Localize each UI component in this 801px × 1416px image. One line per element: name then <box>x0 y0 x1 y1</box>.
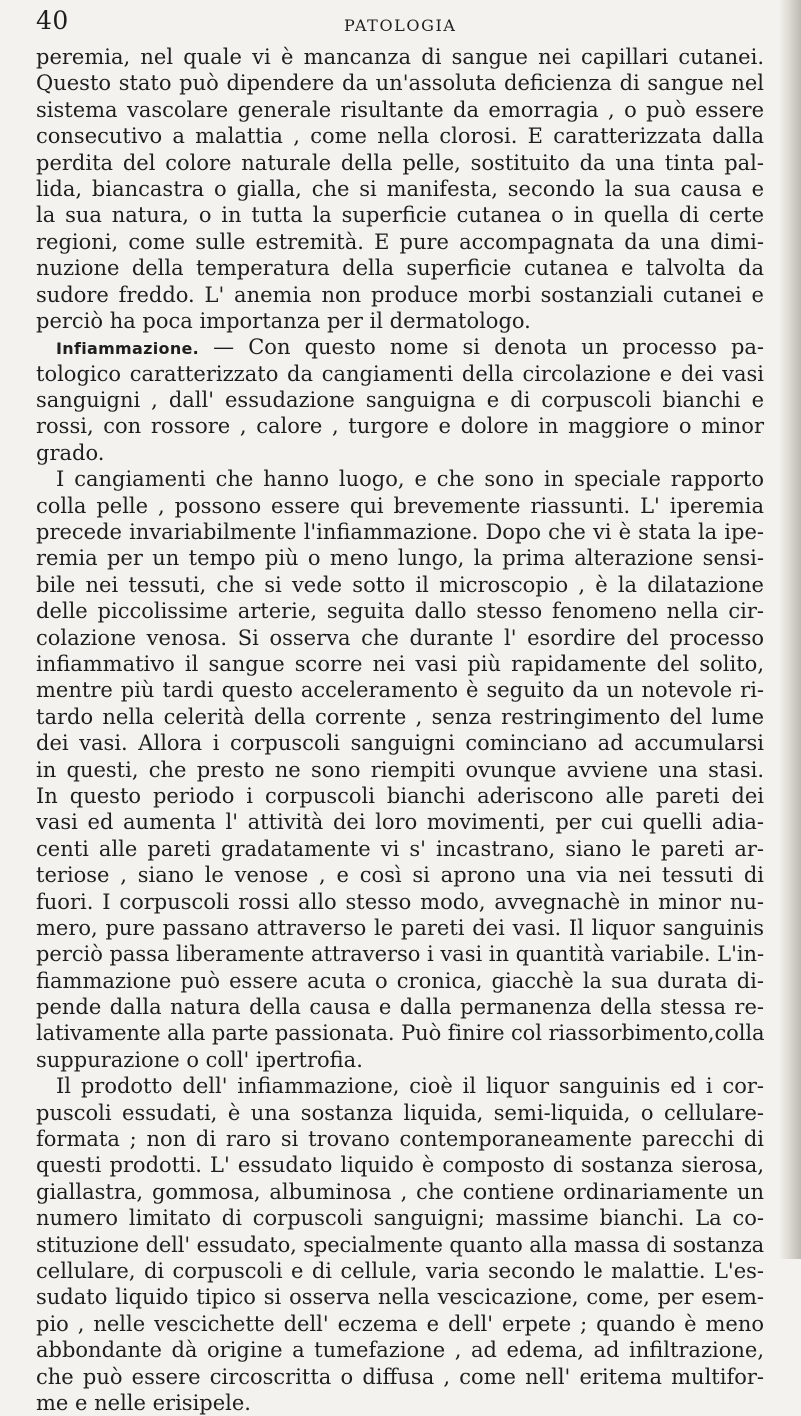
text-line: in questi, che presto ne sono riempiti ovunque avviene una stasi. <box>36 757 764 782</box>
text-line: fuori. I corpuscoli rossi allo stesso modo, avvegnachè in minor nu- <box>36 889 764 914</box>
heading-line-text: — Con questo nome si denota un processo pa- <box>199 335 764 360</box>
text-line: remia per un tempo più o meno lungo, la prima alterazione sensi- <box>36 546 764 571</box>
text-line: bile nei tessuti, che si vede sotto il microscopio , è la dilatazione <box>36 572 764 597</box>
text-line: delle piccolissime arterie, seguita dallo stesso fenomeno nella cir- <box>36 599 764 624</box>
text-line: teriose , siano le venose , e così si aprono una via nei tessuti di <box>36 863 764 888</box>
text-line: perciò passa liberamente attraverso i vasi in quantità variabile. L'in- <box>36 942 765 967</box>
text-line: centi alle pareti gradatamente vi s' incastrano, siano le pareti ar- <box>36 836 764 861</box>
text-line: sanguigni , dall' essudazione sanguigna e di corpuscoli bianchi e <box>36 388 764 413</box>
text-line: stituzione dell' essudato, specialmente quanto alla massa di sostanza <box>36 1232 764 1257</box>
text-line: suppurazione o coll' ipertrofia. <box>36 1047 363 1072</box>
text-line: Questo stato può dipendere da un'assoluta deficienza di sangue nel <box>36 71 764 96</box>
text-line: abbondante dà origine a tumefazione , ad edema, ad infiltrazione, <box>36 1338 764 1363</box>
section-heading: Infiammazione. <box>56 339 200 359</box>
text-line: colazione venosa. Si osserva che durante l' esordire del processo <box>36 625 764 650</box>
running-title: PATOLOGIA <box>344 16 457 35</box>
text-line: sudore freddo. L' anemia non produce morbi sostanziali cutanei e <box>36 282 764 307</box>
text-line: consecutivo a malattia , come nella clorosi. E caratterizzata dalla <box>36 124 764 149</box>
text-line: lida, biancastra o gialla, che si manifesta, secondo la sua causa e <box>36 176 764 201</box>
text-line: che può essere circoscritta o diffusa , come nell' eritema multifor- <box>36 1364 764 1389</box>
page-number: 40 <box>36 6 69 35</box>
text-line: fiammazione può essere acuta o cronica, giacchè la sua durata di- <box>36 968 764 993</box>
text-line: Il prodotto dell' infiammazione, cioè il liquor sanguinis ed i cor- <box>56 1074 764 1099</box>
page-header <box>36 6 766 40</box>
text-line: giallastra, gommosa, albuminosa , che contiene ordinariamente un <box>36 1179 764 1204</box>
text-line: cellulare, di corpuscoli e di cellule, varia secondo le malattie. L'es- <box>36 1258 764 1283</box>
text-line: colla pelle , possono essere qui brevemente riassunti. L' iperemia <box>36 493 764 518</box>
text-line: me e nelle erisipele. <box>36 1390 251 1415</box>
text-line: perdita del colore naturale della pelle, sostituito da una tinta pal- <box>36 150 764 175</box>
text-line: tardo nella celerità della corrente , senza restringimento del lume <box>36 704 764 729</box>
page-edge-shadow <box>779 0 801 1259</box>
text-line: nuzione della temperatura della superficie cutanea e talvolta da <box>36 256 764 281</box>
text-line: questi prodotti. L' essudato liquido è composto di sostanza sierosa, <box>36 1153 764 1178</box>
section-heading-line <box>36 334 764 360</box>
text-line: I cangiamenti che hanno luogo, e che sono in speciale rapporto <box>56 467 764 492</box>
text-line: tologico caratterizzato da cangiamenti della circolazione e dei vasi <box>36 361 764 386</box>
text-line: mentre più tardi questo acceleramento è seguito da un notevole ri- <box>36 678 764 703</box>
text-line: precede invariabilmente l'infiammazione. Dopo che vi è stata la ipe- <box>36 520 764 545</box>
text-line: rossi, con rossore , calore , turgore e dolore in maggiore o minor <box>36 414 764 439</box>
text-line: perciò ha poca importanza per il dermatologo. <box>36 308 531 333</box>
text-line: vasi ed aumenta l' attività dei loro movimenti, per cui quelli adia- <box>36 810 764 835</box>
text-line: sistema vascolare generale risultante da emorragia , o può essere <box>36 97 764 122</box>
text-line: mero, pure passano attraverso le pareti dei vasi. Il liquor sanguinis <box>36 915 764 940</box>
text-line: pio , nelle vescichette dell' eczema e dell' erpete ; quando è meno <box>36 1311 764 1336</box>
text-line: lativamente alla parte passionata. Può finire col riassorbimento,colla <box>36 1021 765 1046</box>
text-line: formata ; non di raro si trovano contemporaneamente parecchi di <box>36 1127 764 1152</box>
text-line: grado. <box>36 440 105 465</box>
text-line: puscoli essudati, è una sostanza liquida, semi-liquida, o cellulare- <box>36 1100 764 1125</box>
text-line: sudato liquido tipico si osserva nella vescicazione, come, per esem- <box>36 1285 764 1310</box>
text-line: pende dalla natura della causa e dalla permanenza della stessa re- <box>36 995 764 1020</box>
text-line: In questo periodo i corpuscoli bianchi aderiscono alle pareti dei <box>36 783 764 808</box>
text-line: infiammativo il sangue scorre nei vasi più rapidamente del solito, <box>36 651 764 676</box>
text-line: la sua natura, o in tutta la superficie cutanea o in quella di certe <box>36 203 764 228</box>
text-line: peremia, nel quale vi è mancanza di sangue nei capillari cutanei. <box>36 45 764 69</box>
text-line: numero limitato di corpuscoli sanguigni; massime bianchi. La co- <box>36 1206 764 1231</box>
text-line: dei vasi. Allora i corpuscoli sanguigni cominciano ad accumularsi <box>36 731 764 756</box>
text-line: regioni, come sulle estremità. E pure accompagnata da una dimi- <box>36 229 764 254</box>
body-text <box>36 44 764 1416</box>
